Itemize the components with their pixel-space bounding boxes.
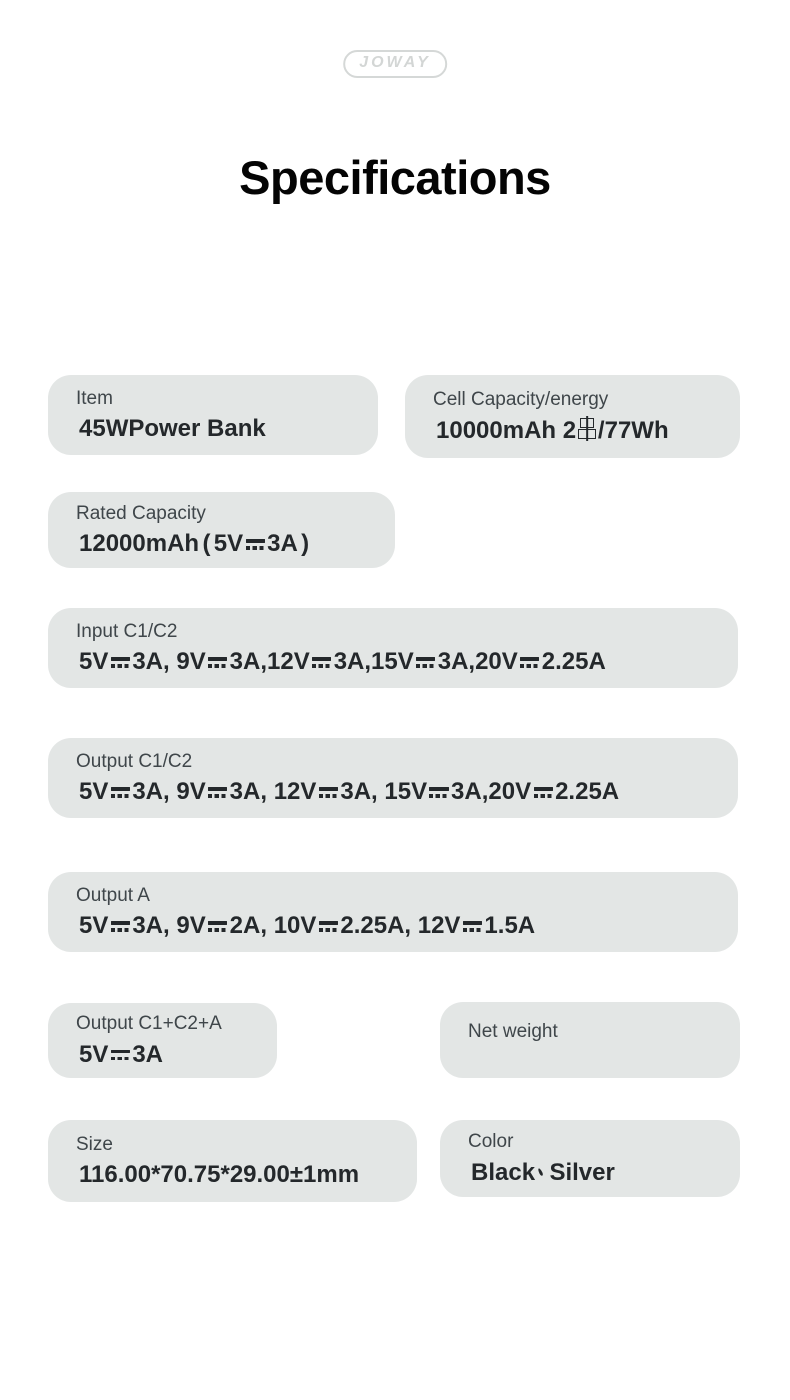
spec-label-cell-capacity: Cell Capacity/energy [433, 389, 609, 411]
spec-card-output-c1-c2-a [48, 1003, 277, 1078]
dc-symbol-icon [429, 787, 448, 799]
cjk-enumeration-comma [535, 1158, 549, 1180]
spec-label-output-c1-c2-a: Output C1+C2+A [76, 1013, 222, 1035]
spec-value-rated-capacity: 12000mAh ( 5V 3A ) [76, 528, 367, 560]
dc-symbol-icon [111, 1050, 130, 1062]
dc-symbol-icon [111, 657, 130, 669]
spec-label-output-c1-c2: Output C1/C2 [76, 750, 193, 772]
dc-symbol-icon [534, 787, 553, 799]
spec-card-input-c1-c2 [48, 608, 738, 688]
page-title: Specifications [239, 151, 551, 204]
spec-card-item [48, 375, 378, 455]
spec-card-size [48, 1120, 417, 1202]
fullwidth-close-paren: ) [301, 530, 310, 558]
spec-value-color: Black Silver [471, 1158, 615, 1186]
spec-card-output-a [48, 872, 738, 952]
spec-value-output-c1-c2-a: 5V 3A [79, 1040, 164, 1068]
spec-card-cell-capacity [405, 375, 740, 458]
dc-symbol-icon [312, 657, 331, 669]
dc-symbol-icon [111, 787, 130, 799]
spec-card-output-c1-c2 [48, 738, 738, 818]
dc-symbol-icon [208, 657, 227, 669]
spec-label-color: Color [468, 1131, 514, 1153]
spec-card-color [440, 1120, 740, 1197]
dc-symbol-icon [246, 539, 265, 551]
spec-value-item: 45WPower Bank [79, 415, 266, 443]
spec-label-net-weight: Net weight [468, 1021, 558, 1042]
dc-symbol-icon [416, 657, 435, 669]
spec-card-net-weight [440, 1002, 740, 1078]
dc-symbol-icon [208, 787, 227, 799]
dc-symbol-icon [319, 787, 338, 799]
fullwidth-open-paren: ( [202, 530, 211, 558]
dc-symbol-icon [520, 657, 539, 669]
cjk-chuan-series-char [577, 417, 597, 440]
spec-value-output-c1-c2: 5V 3A, 9V 3A, 12V 3A, 15V 3A,20V 2.25A [79, 778, 620, 806]
spec-card-rated-capacity [48, 492, 395, 568]
spec-label-item: Item [76, 387, 113, 409]
dc-symbol-icon [463, 921, 482, 933]
spec-value-cell-capacity: 10000mAh 2 /77Wh [436, 416, 669, 444]
spec-label-input-c1-c2: Input C1/C2 [76, 620, 178, 642]
dc-symbol-icon [208, 921, 227, 933]
dc-symbol-icon [111, 921, 130, 933]
joway-logo-text: JOWAY [359, 54, 431, 71]
joway-logo [343, 50, 447, 78]
spec-value-input-c1-c2: 5V 3A, 9V 3A,12V 3A,15V 3A,20V 2.25A [79, 648, 606, 676]
spec-value-size: 116.00*70.75*29.00±1mm [79, 1161, 360, 1189]
spec-label-rated-capacity: Rated Capacity [76, 502, 206, 524]
spec-label-size: Size [76, 1133, 113, 1155]
spec-value-output-a: 5V 3A, 9V 2A, 10V 2.25A, 12V 1.5A [79, 912, 536, 940]
dc-symbol-icon [319, 921, 338, 933]
spec-label-output-a: Output A [76, 884, 150, 906]
